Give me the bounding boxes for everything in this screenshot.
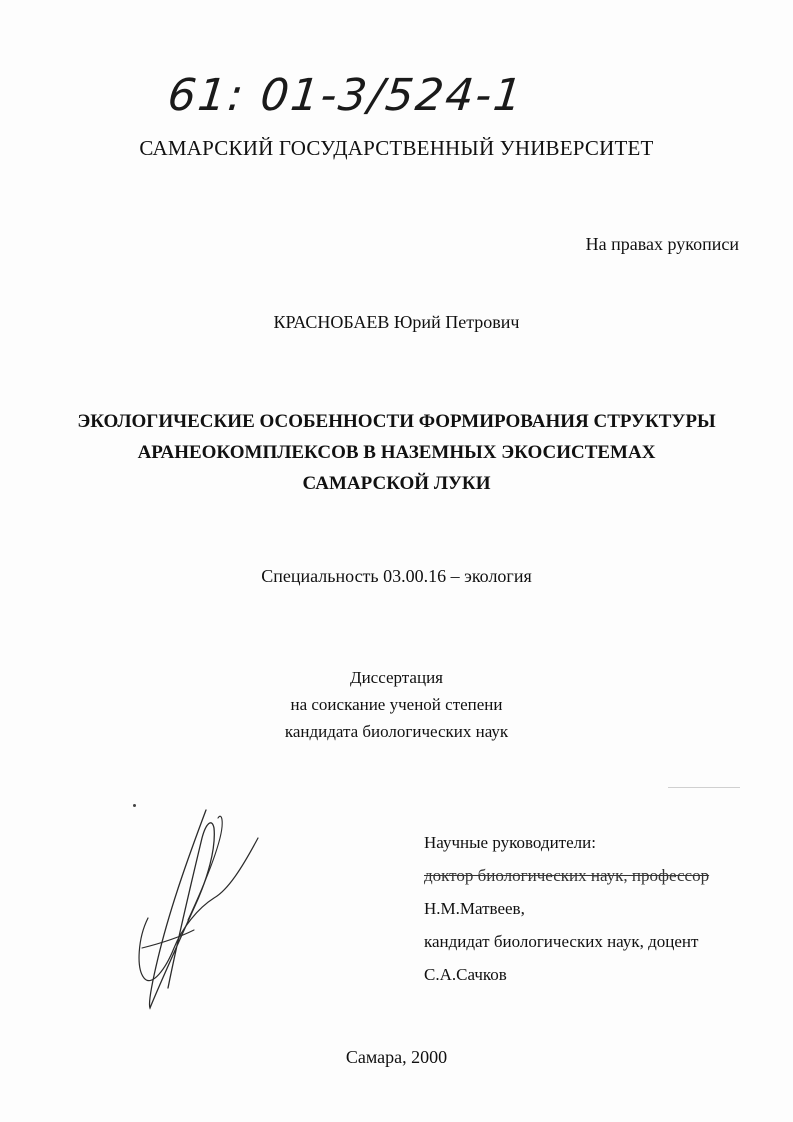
scan-mark <box>668 787 740 788</box>
supervisor-name: С.А.Сачков <box>424 965 507 984</box>
title-line: АРАНЕОКОМПЛЕКСОВ В НАЗЕМНЫХ ЭКОСИСТЕМАХ <box>137 442 656 463</box>
city-year: Самара, 2000 <box>345 1047 448 1067</box>
supervisor-title: кандидат биологических наук, доцент <box>424 932 699 951</box>
supervisor-name: Н.М.Матвеев, <box>424 899 525 918</box>
degree-statement <box>0 664 793 745</box>
archive-code: 61: 01-3/524-1 <box>165 70 527 121</box>
manuscript-note: На правах рукописи <box>585 234 739 254</box>
signature <box>118 798 278 1018</box>
supervisors-block <box>424 826 709 991</box>
dissertation-title <box>0 406 793 499</box>
degree-line: кандидата биологических наук <box>284 722 509 741</box>
degree-line: на соискание ученой степени <box>290 695 503 714</box>
author-name: КРАСНОБАЕВ Юрий Петрович <box>273 312 520 332</box>
ink-dot <box>133 804 136 807</box>
university-name: САМАРСКИЙ ГОСУДАРСТВЕННЫЙ УНИВЕРСИТЕТ <box>139 136 654 160</box>
specialty: Специальность 03.00.16 – экология <box>261 566 532 586</box>
title-line: САМАРСКОЙ ЛУКИ <box>302 473 491 494</box>
degree-line: Диссертация <box>349 668 443 687</box>
title-line: ЭКОЛОГИЧЕСКИЕ ОСОБЕННОСТИ ФОРМИРОВАНИЯ СТРУКТУРЫ <box>77 411 716 432</box>
supervisor-title: доктор биологических наук, профессор <box>424 866 710 885</box>
supervisors-heading: Научные руководители: <box>424 833 596 852</box>
